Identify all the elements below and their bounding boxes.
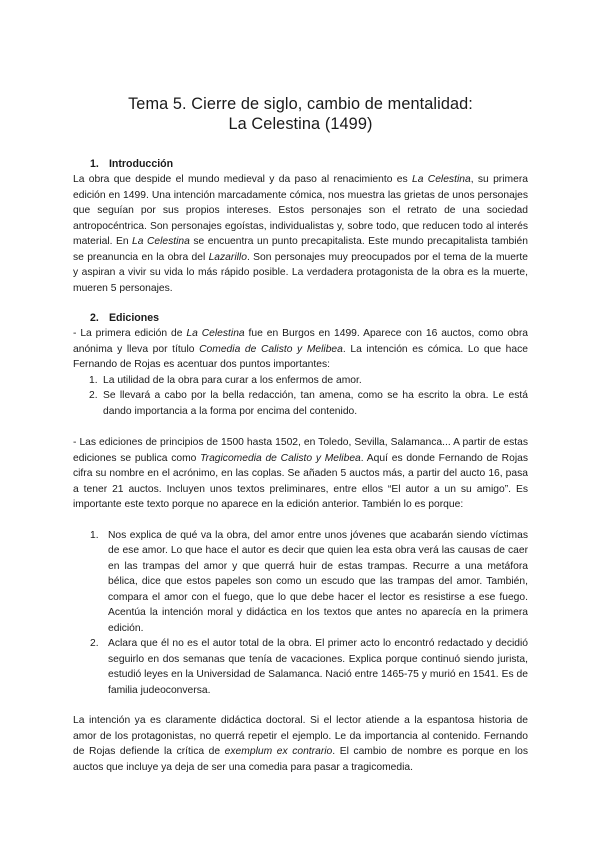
list-item [73,528,528,637]
section-heading-ediciones [73,311,528,326]
text-run: . Son personajes muy preocupados por el tema de la muerte y aspiran a vivir su vida lo más rápido posible. La verdadera protagonista de la obra es la muerte, mueren 5 personajes. [73,251,528,294]
text-run: fue en Burgos en 1499. Aparece con 16 auctos, como obra anónima y lleva por título [73,328,528,355]
text-run: , su primera edición en 1499. Una intención marcadamente cómica, nos muestra las grietas de unos personajes que seguían por sus propios intereses. Estos personajes son el retrato de una sociedad antropocéntrica. Son personajes egoístas, individualistas y, sobre todo, que reducen todo al interés material. En [73,174,528,247]
intro-paragraph [73,172,528,296]
text-run: . Aquí es donde Fernando de Rojas cifra su nombre en el acrónimo, en las coplas. Se añaden 5 auctos más, a partir del aucto 16, pasa a tener 21 auctos. Incluyen unos textos preliminares, entre ellos “El autor a un su amigo”. Es importante este texto porque no aparece en la edición anterior. También lo es porque: [73,452,528,510]
italic-title: Tragicomedia de Calisto y Melibea [200,452,361,464]
italic-title: La Celestina [186,328,245,339]
section-number: 2. [90,312,99,324]
italic-title: La Celestina [132,236,190,247]
section-title: Introducción [108,158,174,170]
list-text: Aclara que él no es el autor total de la obra. El primer acto lo encontró redactado y decidió seguirlo en dos semanas que tenía de vacaciones. Explica porque continuó siendo jurista, estudió leyes en la Universidad de Salamanca. Nació entre 1465-75 y murió en 1541. Es de familia judeoconversa. [108,638,528,696]
list-number: 2. [90,638,99,649]
list-item [73,388,528,419]
title-line-1: Tema 5. Cierre de siglo, cambio de mentalidad: [128,95,473,113]
italic-title: La Celestina [411,174,471,185]
text-run: . La intención es cómica. Lo que hace Fernando de Rojas es acentuar dos puntos importantes: [73,343,529,370]
list-text: La utilidad de la obra para curar a los enfermos de amor. [103,374,362,386]
section-heading-introduccion [73,157,528,172]
list-item [73,373,528,389]
text-run: se encuentra un punto precapitalista. Este mundo precapitalista también se preanuncia en la obra del [73,236,528,263]
spacer [73,513,528,528]
list-number: 2. [89,390,98,401]
list-number: 1. [89,374,98,386]
section-number: 1. [90,158,99,170]
page-title [73,94,528,134]
italic-title: Comedia de Calisto y Melibea [199,343,343,355]
text-run: La obra que despide el mundo medieval y da paso al renacimiento es [73,174,412,185]
ediciones-paragraph-2 [73,435,528,513]
text-run: La intención ya es claramente didáctica doctoral. Si el lector atiende a la espantosa historia de amor de los protagonistas, no querrá repetir el ejemplo. Le da importancia al contenido. Fernando de Rojas defiende la crítica de [73,715,528,757]
title-line-2: La Celestina (1499) [228,115,373,133]
points-list [73,373,528,420]
spacer [73,698,528,713]
list-text: Nos explica de qué va la obra, del amor entre unos jóvenes que acabarán siendo víctimas de ese amor. Lo que hace el autor es decir que quien lea esta obra verá las causas de caer en las trampas del amor y que querrá huir de estas trampas. Recurre a una metáfora bélica, dice que estos papeles son como un escudo que las trampas del amor. También, compara el amor con el fuego, que lo que debe hacer el lector es resistirse a ese fuego. Acentúa la intención moral y didáctica en los textos que antes no aparecía en la primera edición. [108,529,528,634]
text-run: - La primera edición de [73,328,187,339]
text-run: . El cambio de nombre es porque en los auctos que incluye ya deja de ser una comedia para pasar a tragicomedia. [73,746,528,773]
text-run: - Las ediciones de principios de 1500 hasta 1502, en Toledo, Sevilla, Salamanca... A partir de estas ediciones se publica como [73,437,528,464]
italic-term: exemplum ex contrario [224,746,333,757]
list-number: 1. [90,529,99,541]
italic-title: Lazarillo [208,251,247,263]
list-text: Se llevará a cabo por la bella redacción, tan amena, como se ha escrito la obra. Le está dando importancia a la forma por encima del contenido. [103,390,528,417]
spacer [73,419,528,435]
section-title: Ediciones [108,312,159,324]
list-item [73,636,528,698]
ediciones-paragraph-3 [73,713,528,775]
ediciones-paragraph-1 [73,326,528,373]
reasons-list [73,528,528,699]
